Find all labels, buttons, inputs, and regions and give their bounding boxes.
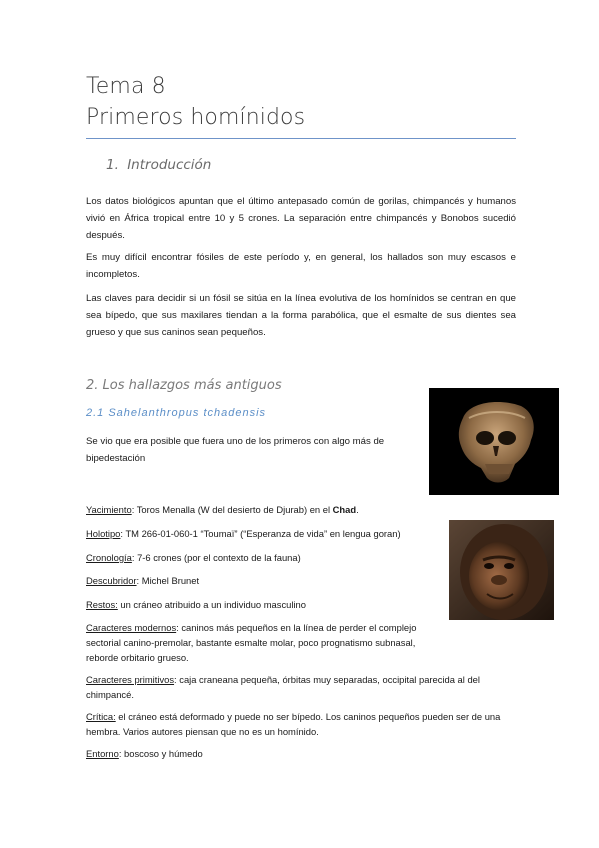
hominid-face-illustration	[449, 520, 554, 620]
title-line-1: Tema 8	[86, 74, 166, 99]
fact-cronologia	[86, 550, 301, 565]
skull-photo	[429, 388, 559, 495]
fact-critica-label: Crítica:	[86, 711, 116, 722]
section-1-heading	[106, 157, 211, 173]
intro-paragraph-2: Es muy difícil encontrar fósiles de este período y, en general, los hallados son muy escasos e incompletos.	[86, 252, 516, 280]
title-line-2: Primeros homínidos	[86, 105, 306, 130]
fact-entorno	[86, 746, 203, 761]
intro-paragraph-3: Las claves para decidir si un fósil se sitúa en la línea evolutiva de los homínidos se centran en que sea bípedo, que sus maxilares tiendan a la forma parabólica, que el esmalte de sus dientes sea grueso y que sus caninos sean pequeños.	[86, 293, 516, 338]
fact-caracteres-modernos	[86, 620, 446, 665]
fact-restos	[86, 597, 306, 612]
fact-entorno-label: Entorno	[86, 748, 119, 759]
fact-yacimiento-end: .	[356, 504, 359, 515]
fact-yacimiento-bold: Chad	[332, 504, 357, 515]
title-rule	[86, 138, 516, 139]
section-1-number: 1.	[106, 157, 119, 173]
skull-illustration	[429, 388, 559, 495]
fact-holotipo-text: : TM 266-01-060-1 “Toumaï” (“Esperanza de vida” en lengua goran)	[120, 528, 401, 539]
fact-cronologia-label: Cronología	[86, 552, 132, 563]
fact-holotipo	[86, 526, 401, 541]
hominid-reconstruction-photo	[449, 520, 554, 620]
intro-paragraph-1: Los datos biológicos apuntan que el último antepasado común de gorilas, chimpancés y humanos vivió en África tropical entre 10 y 5 crones. La separación entre chimpancés y Bonobos sucedió después.	[86, 196, 516, 241]
fact-holotipo-label: Holotipo	[86, 528, 121, 539]
section-1-title: Introducción	[127, 157, 212, 173]
fact-primitivos-text: : caja craneana pequeña, órbitas muy separadas, occipital parecida al del chimpancé.	[86, 674, 480, 700]
fact-caracteres-primitivos	[86, 672, 516, 702]
fact-restos-label: Restos:	[86, 599, 118, 610]
fact-yacimiento-label: Yacimiento	[86, 504, 132, 515]
fact-primitivos-label: Caracteres primitivos	[86, 674, 175, 685]
fact-modernos-label: Caracteres modernos	[86, 622, 177, 633]
fact-modernos-text: : caninos más pequeños en la línea de perder el complejo sectorial canino-premolar, bastante esmalte molar, poco prognatismo subnasal, reborde orbitario grueso.	[86, 622, 417, 663]
fact-yacimiento-text: : Toros Menalla (W del desierto de Djurab) en el	[131, 504, 333, 515]
fact-descubridor	[86, 573, 199, 588]
sahelanthropus-intro: Se vio que era posible que fuera uno de los primeros con algo más de bipedestación	[86, 436, 385, 464]
fact-critica-text: el cráneo está deformado y puede no ser bípedo. Los caninos pequeños pueden ser de una hembra. Varios autores piensan que no es un homínido.	[86, 711, 501, 737]
fact-restos-text: un cráneo atribuido a un individuo masculino	[117, 599, 306, 610]
fact-entorno-text: : boscoso y húmedo	[118, 748, 203, 759]
section-2-1-subheading: 2.1 Sahelanthropus tchadensis	[86, 407, 267, 419]
fact-descubridor-label: Descubridor	[86, 575, 137, 586]
section-2-heading: 2. Los hallazgos más antiguos	[86, 378, 282, 393]
fact-yacimiento	[86, 502, 359, 517]
fact-descubridor-text: : Michel Brunet	[136, 575, 200, 586]
fact-critica	[86, 709, 516, 739]
fact-cronologia-text: : 7-6 crones (por el contexto de la fauna)	[131, 552, 301, 563]
